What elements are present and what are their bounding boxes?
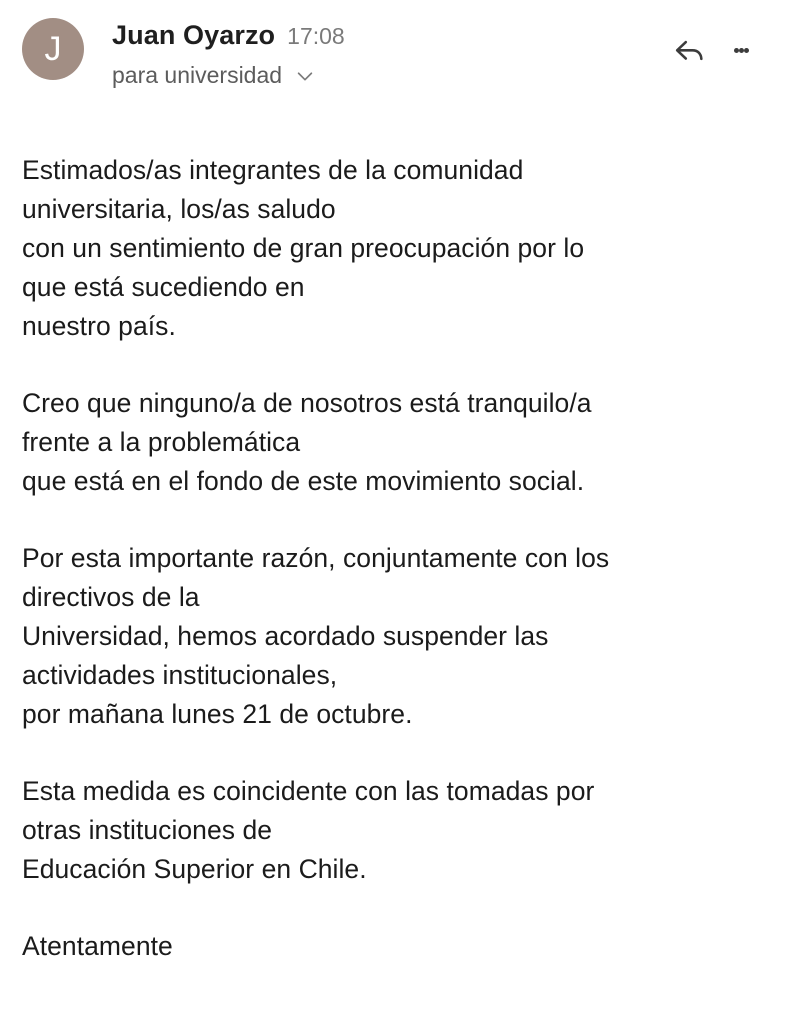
body-line: que está en el fondo de este movimiento social. bbox=[22, 466, 585, 496]
more-dot bbox=[744, 48, 749, 53]
body-line: por mañana lunes 21 de octubre. bbox=[22, 699, 413, 729]
more-dot bbox=[739, 48, 744, 53]
sender-line bbox=[112, 20, 663, 51]
message-body bbox=[0, 89, 785, 966]
body-line: otras instituciones de bbox=[22, 815, 273, 845]
body-line: Estimados/as integrantes de la comunidad bbox=[22, 155, 524, 185]
more-vertical-icon[interactable] bbox=[719, 24, 763, 76]
body-line: Atentamente bbox=[22, 931, 173, 961]
body-line: Esta medida es coincidente con las tomadas por bbox=[22, 776, 595, 806]
sender-info bbox=[84, 18, 663, 89]
body-paragraph bbox=[22, 927, 763, 966]
body-paragraph bbox=[22, 539, 763, 734]
reply-arrow-icon[interactable] bbox=[663, 24, 715, 76]
body-line: frente a la problemática bbox=[22, 427, 301, 457]
body-line: Creo que ninguno/a de nosotros está tranquilo/a bbox=[22, 388, 592, 418]
body-paragraph bbox=[22, 384, 763, 501]
body-line: nuestro país. bbox=[22, 311, 176, 341]
body-line: Universidad, hemos acordado suspender las bbox=[22, 621, 549, 651]
body-line: con un sentimiento de gran preocupación por lo bbox=[22, 233, 585, 263]
more-dot bbox=[734, 48, 739, 53]
body-line: actividades institucionales, bbox=[22, 660, 338, 690]
body-line: universitaria, los/as saludo bbox=[22, 194, 336, 224]
chevron-down-icon[interactable] bbox=[294, 65, 316, 87]
recipient-line[interactable] bbox=[112, 62, 663, 89]
body-paragraph bbox=[22, 772, 763, 889]
avatar[interactable]: J bbox=[22, 18, 84, 80]
message-header bbox=[0, 0, 785, 89]
header-actions bbox=[663, 18, 763, 76]
message-timestamp: 17:08 bbox=[287, 23, 345, 49]
body-line: Educación Superior en Chile. bbox=[22, 854, 367, 884]
body-line: que está sucediendo en bbox=[22, 272, 305, 302]
body-paragraph bbox=[22, 151, 763, 346]
sender-name[interactable]: Juan Oyarzo bbox=[112, 20, 276, 50]
body-line: Por esta importante razón, conjuntamente con los bbox=[22, 543, 610, 573]
body-line: directivos de la bbox=[22, 582, 200, 612]
recipient-label: para universidad bbox=[112, 62, 283, 88]
